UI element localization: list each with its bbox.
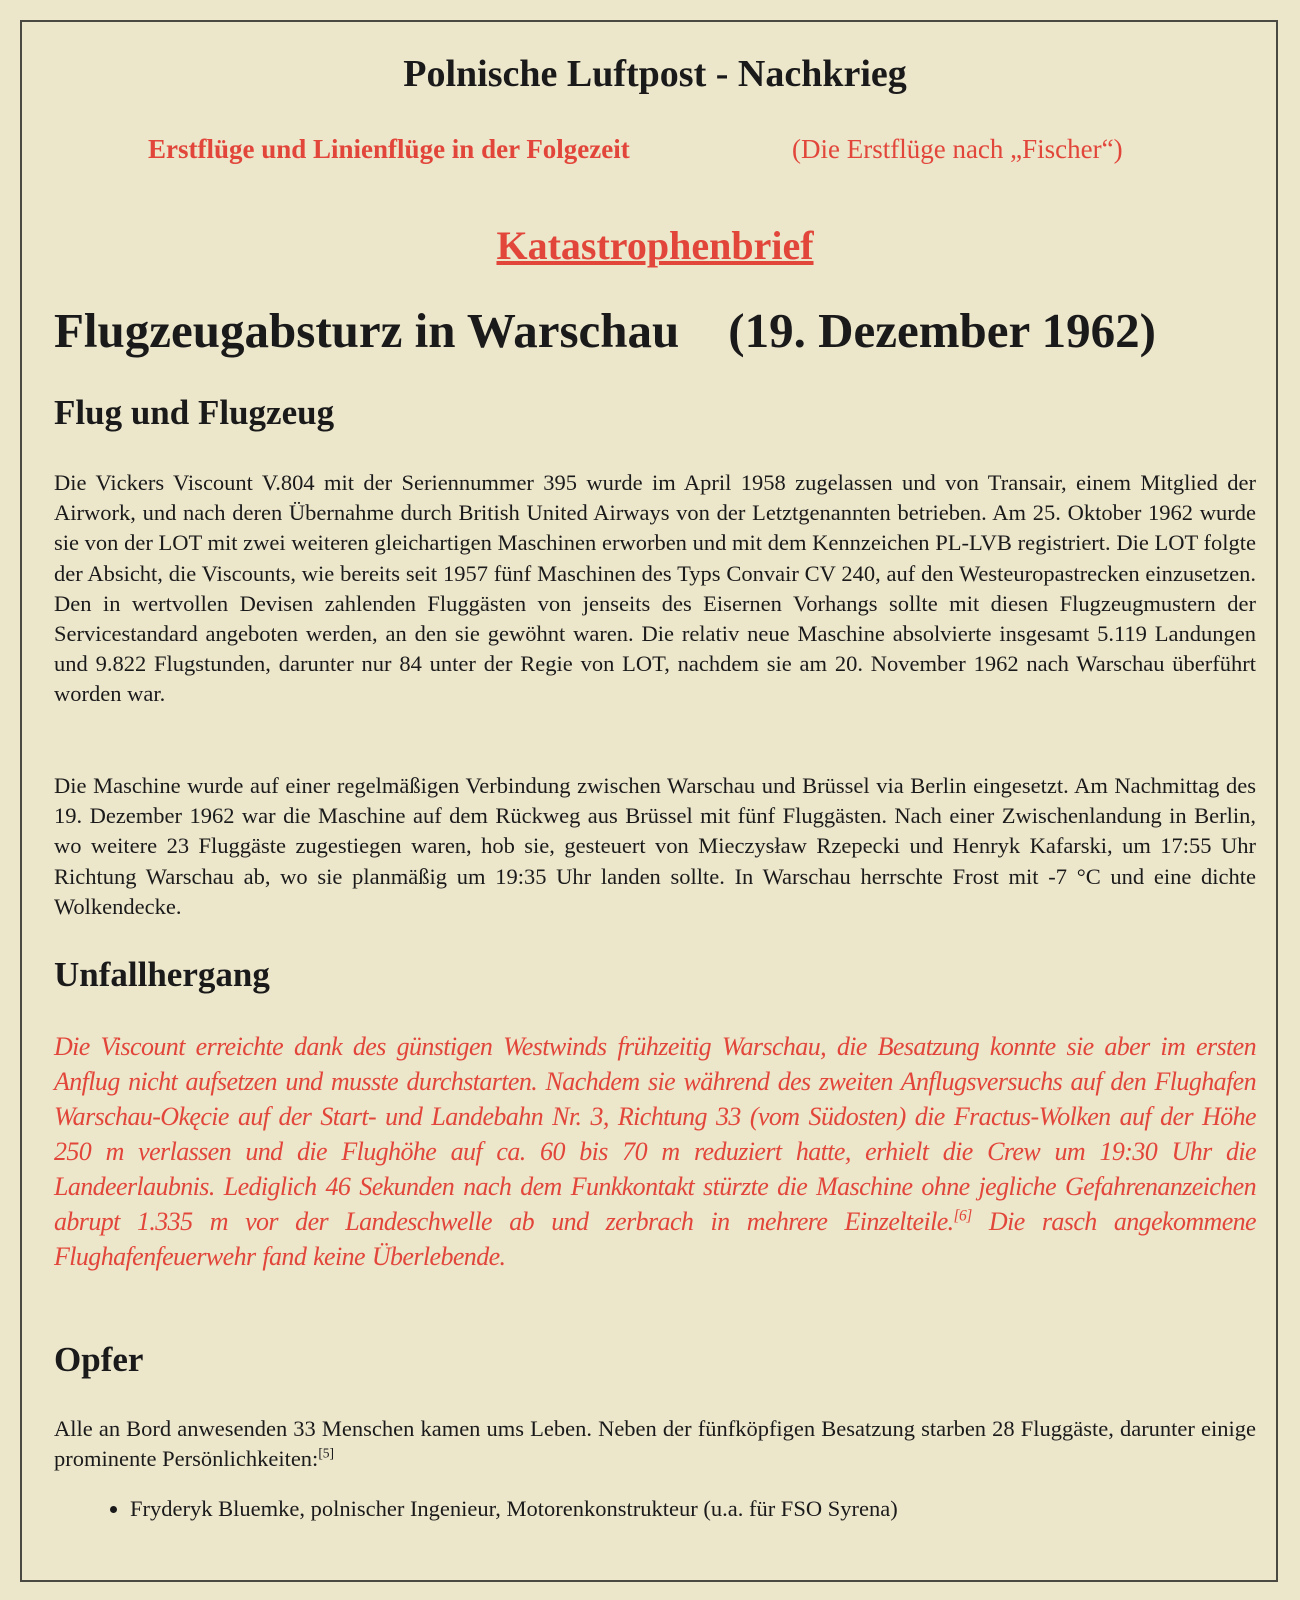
category-heading: Katastrophenbrief	[496, 223, 814, 268]
paragraph-flug-2: Die Maschine wurde auf einer regelmäßigen Verbindung zwischen Warschau und Brüssel via Berlin eingesetzt. Am Nachmittag des 19. Dezember 1962 war die Maschine auf dem Rückweg aus Brüssel mit fünf Fluggästen. Nach einer Zwischenlandung in Berlin, wo weitere 23 Fluggäste zugestiegen waren, hob sie, gesteuert von Mieczysław Rzepecki und Henryk Kafarski, um 17:55 Uhr Richtung Warschau ab, wo sie planmäßig um 19:35 Uhr landen sollte. In Warschau herrschte Frost mit -7 °C und eine dichte Wolkendecke.	[54, 773, 1256, 919]
footnote-ref[interactable]: [6]	[953, 1207, 972, 1225]
unfall-text: Die Viscount erreichte dank des günstigen Westwinds frühzeitig Warschau, die Besatzung konnte sie aber im ersten Anflug nicht aufsetzen und musste durchstarten. Nachdem sie während des zweiten Anflugsversuchs auf den Flughafen Warschau-Okęcie auf der Start- und Landebahn Nr. 3, Richtung 33 (vom Südosten) die Fractus-Wolken auf der Höhe 250 m verlassen und die Flughöhe auf ca. 60 bis 70 m reduziert hatte, erhielt die Crew um 19:30 Uhr die Landeerlaubnis. Lediglich 46 Sekunden nach dem Funkkontakt stürzte die Maschine ohne jegliche Gefahrenanzeichen abrupt 1.335 m vor der Landeschwelle ab und zerbrach in mehrere Einzelteile.	[54, 1032, 1256, 1236]
subtitle-right: (Die Erstflüge nach „Fischer“)	[792, 134, 1123, 164]
opfer-text: Alle an Bord anwesenden 33 Menschen kamen ums Leben. Neben der fünfköpfigen Besatzung starben 28 Fluggäste, darunter einige prominente Persönlichkeiten:	[54, 1416, 1256, 1472]
subtitle-left: Erstflüge und Linienflüge in der Folgezeit	[148, 134, 630, 164]
paragraph-flug-1: Die Vickers Viscount V.804 mit der Seriennummer 395 wurde im April 1958 zugelassen und von Transair, einem Mitglied der Airwork, und nach deren Übernahme durch British United Airways von der Letztgenannten betrieben. Am 25. Oktober 1962 wurde sie von der LOT mit zwei weiteren gleichartigen Maschinen erworben und mit dem Kennzeichen PL-LVB registriert. Die LOT folgte der Absicht, die Viscounts, wie bereits seit 1957 fünf Maschinen des Typs Convair CV 240, auf den Westeuropastrecken einzusetzen. Den in wertvollen Devisen zahlenden Fluggästen von jenseits des Eisernen Vorhangs sollte mit diesen Flugzeugmustern der Servicestandard angeboten werden, an den sie gewöhnt waren. Die relativ neue Maschine absolvierte insgesamt 5.119 Landungen und 9.822 Flugstunden, darunter nur 84 unter der Regie von LOT, nachdem sie am 20. November 1962 nach Warschau überführt worden war.	[54, 470, 1256, 707]
section-title-flug: Flug und Flugzeug	[54, 393, 335, 432]
unfall-text-end: Die rasch angekommene Flughafenfeuerwehr fand keine Überlebende.	[54, 1207, 1256, 1271]
section-title-unfall: Unfallhergang	[54, 955, 270, 994]
section-title-opfer: Opfer	[54, 1340, 144, 1379]
main-heading: Flugzeugabsturz in Warschau (19. Dezember 1962)	[54, 303, 1156, 358]
page-title: Polnische Luftpost - Nachkrieg	[403, 53, 907, 95]
paragraph-unfall	[54, 1029, 1256, 1274]
footnote-ref[interactable]: [5]	[318, 1445, 335, 1461]
list-item: • Fryderyk Bluemke, polnischer Ingenieur, Motorenkonstrukteur (u.a. für FSO Syrena)	[130, 1496, 898, 1522]
victims-list	[90, 1496, 898, 1522]
paragraph-opfer	[54, 1414, 1256, 1474]
